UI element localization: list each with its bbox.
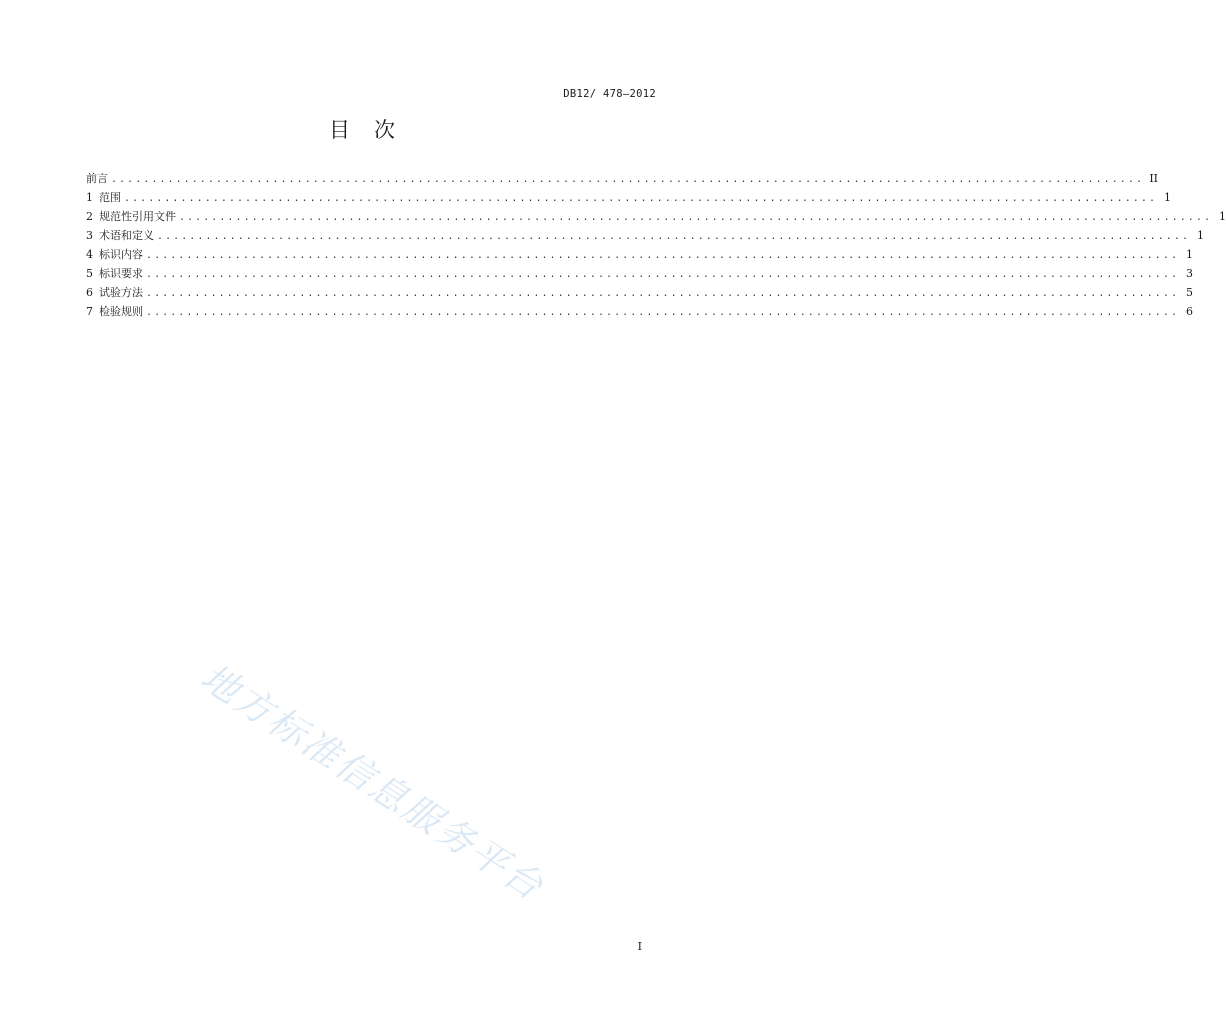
toc-page-number: 1 <box>1197 229 1205 242</box>
table-of-contents <box>86 170 1226 322</box>
toc-entry-title: 检验规则 <box>99 305 143 318</box>
toc-entry-marking-content[interactable] <box>86 246 1194 265</box>
toc-entry-label <box>86 246 146 262</box>
toc-leader-dots: ................................................................................................................................ <box>157 231 1191 242</box>
toc-entry-label <box>86 227 157 243</box>
page-title <box>0 114 724 144</box>
title-char-2: 次 <box>374 118 395 142</box>
toc-leader-dots: ................................................................................................................................ <box>146 307 1180 318</box>
toc-page-number: 1 <box>1219 210 1226 223</box>
toc-leader-dots: ................................................................................................................................ <box>146 269 1180 280</box>
toc-entry-title: 范围 <box>99 191 121 204</box>
watermark: 地方标准信息服务平台 <box>193 655 553 910</box>
toc-entry-number: 3 <box>86 229 93 242</box>
toc-page-number: II <box>1149 172 1159 185</box>
toc-page-number: 5 <box>1186 286 1194 299</box>
toc-leader-dots: ................................................................................................................................ <box>124 193 1158 204</box>
toc-entry-number: 7 <box>86 305 93 318</box>
toc-leader-dots: ................................................................................................................................ <box>146 288 1180 299</box>
toc-entry-title: 标识内容 <box>99 248 143 261</box>
toc-entry-label <box>86 189 124 205</box>
document-code: DB12/ 478—2012 <box>563 88 656 100</box>
toc-entry-number: 5 <box>86 267 93 280</box>
toc-page-number: 6 <box>1186 305 1194 318</box>
toc-entry-title: 标识要求 <box>99 267 143 280</box>
toc-entry-title: 术语和定义 <box>99 229 154 242</box>
toc-entry-label: 前言 <box>86 172 108 185</box>
toc-entry-scope[interactable] <box>86 189 1172 208</box>
toc-entry-inspection-rules[interactable] <box>86 303 1194 322</box>
toc-leader-dots: ................................................................................................................................ <box>111 174 1145 185</box>
toc-entry-number: 6 <box>86 286 93 299</box>
toc-leader-dots: ................................................................................................................................ <box>146 250 1180 261</box>
footer-page-number: I <box>637 940 642 953</box>
toc-entry-number: 1 <box>86 191 93 204</box>
title-char-1: 目 <box>329 118 350 142</box>
toc-entry-foreword[interactable] <box>86 170 1159 189</box>
toc-entry-number: 2 <box>86 210 93 223</box>
toc-entry-test-methods[interactable] <box>86 284 1194 303</box>
toc-entry-title: 试验方法 <box>99 286 143 299</box>
toc-page-number: 1 <box>1186 248 1194 261</box>
toc-entry-label <box>86 208 179 224</box>
toc-entry-number: 4 <box>86 248 93 261</box>
toc-entry-label <box>86 284 146 300</box>
toc-page-number: 1 <box>1164 191 1172 204</box>
toc-entry-title: 规范性引用文件 <box>99 210 176 223</box>
toc-leader-dots: ................................................................................................................................ <box>179 212 1213 223</box>
toc-page-number: 3 <box>1186 267 1194 280</box>
toc-entry-terms-definitions[interactable] <box>86 227 1205 246</box>
toc-entry-label <box>86 303 146 319</box>
toc-entry-label <box>86 265 146 281</box>
toc-entry-marking-requirements[interactable] <box>86 265 1194 284</box>
toc-entry-normative-references[interactable] <box>86 208 1226 227</box>
